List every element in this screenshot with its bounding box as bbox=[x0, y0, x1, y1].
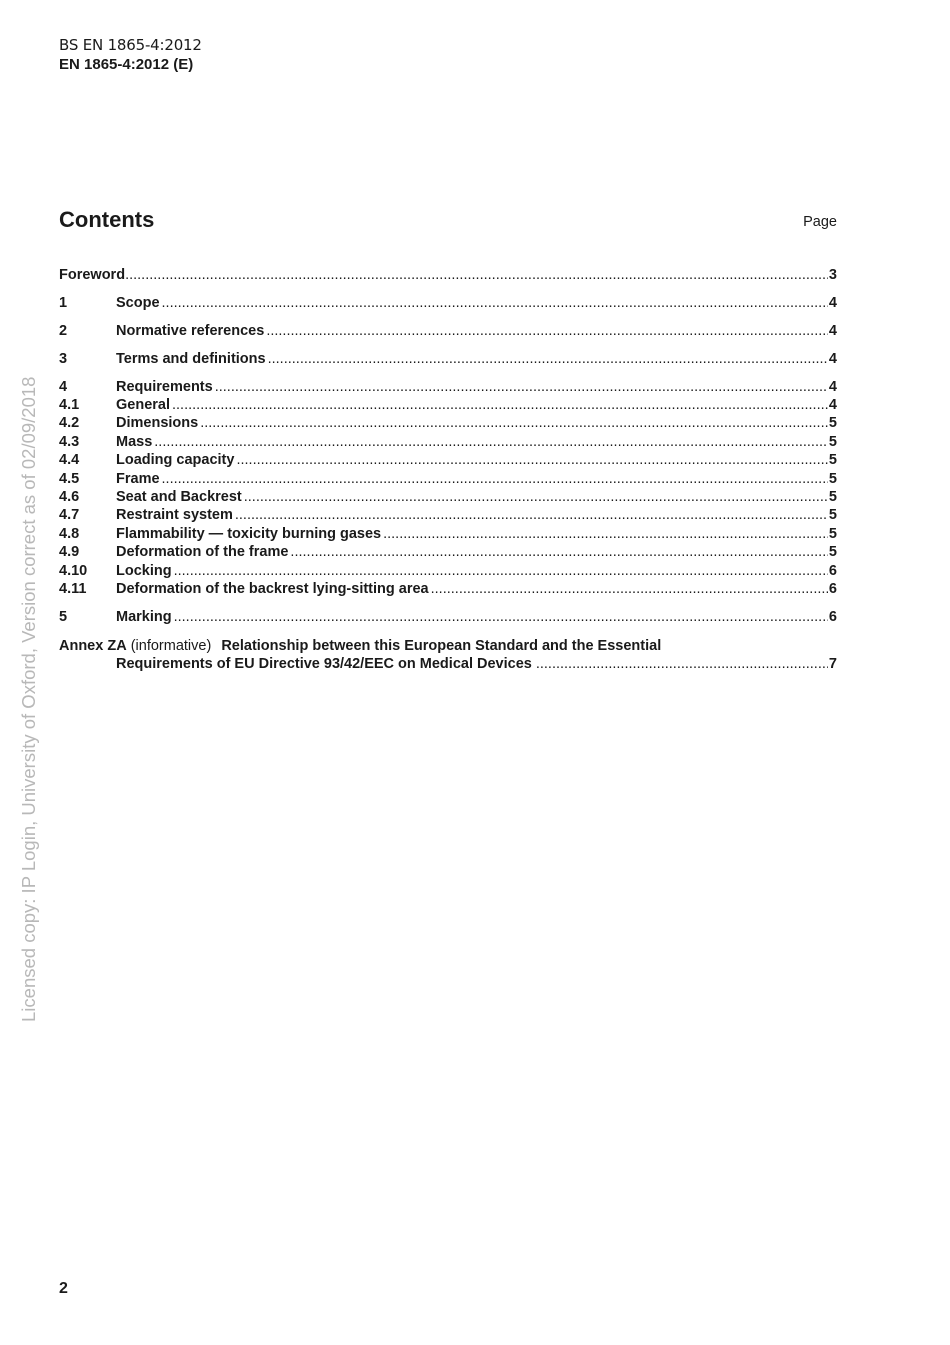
toc-entry-page: 6 bbox=[828, 581, 837, 597]
toc-leader-dots bbox=[162, 295, 828, 311]
toc-entry-number: 4.8 bbox=[59, 526, 80, 542]
toc-entry-2[interactable] bbox=[59, 323, 837, 341]
toc-entry-page: 5 bbox=[828, 489, 837, 505]
toc-entry-4-2[interactable] bbox=[59, 415, 837, 433]
toc-leader-dots bbox=[236, 452, 827, 468]
toc-entry-title: Foreword bbox=[59, 267, 126, 283]
toc-leader-dots bbox=[162, 471, 828, 487]
toc-leader-dots bbox=[235, 507, 828, 523]
toc-entry-number: 4.11 bbox=[59, 581, 87, 597]
contents-heading: Contents bbox=[59, 207, 155, 232]
toc-leader-dots bbox=[215, 379, 828, 395]
toc-entry-4-6[interactable] bbox=[59, 489, 837, 507]
annex-title-line2: Requirements of EU Directive 93/42/EEC on Medical Devices bbox=[116, 656, 532, 672]
toc-entry-page: 5 bbox=[828, 452, 837, 468]
toc-leader-dots bbox=[244, 489, 828, 505]
license-watermark: Licensed copy: IP Login, University of Oxford, Version correct as of 02/09/2018 bbox=[18, 376, 39, 1022]
toc-entry-4-11[interactable] bbox=[59, 581, 837, 599]
annex-page: 7 bbox=[828, 656, 837, 672]
toc-entry-title: Scope bbox=[116, 295, 160, 311]
toc-entry-number: 4.6 bbox=[59, 489, 80, 505]
toc-leader-dots bbox=[536, 655, 828, 673]
toc-leader-dots bbox=[172, 397, 828, 413]
toc-entry-page: 3 bbox=[828, 267, 837, 283]
toc-leader-dots bbox=[154, 434, 828, 450]
toc-entry-page: 5 bbox=[828, 434, 837, 450]
document-id-en: EN 1865-4:2012 (E) bbox=[59, 56, 194, 73]
toc-entry-number: 4.2 bbox=[59, 415, 80, 431]
toc-entry-page: 5 bbox=[828, 526, 837, 542]
toc-entry-title: Deformation of the backrest lying-sitting area bbox=[116, 581, 429, 597]
toc-leader-dots bbox=[174, 563, 828, 579]
toc-leader-dots bbox=[266, 323, 828, 339]
toc-entry-5[interactable] bbox=[59, 609, 837, 627]
toc-leader-dots bbox=[431, 581, 828, 597]
toc-leader-dots bbox=[290, 544, 828, 560]
toc-entry-page: 4 bbox=[828, 397, 837, 413]
toc-entry-page: 4 bbox=[828, 323, 837, 339]
toc-leader-dots bbox=[174, 609, 828, 625]
toc-entry-1[interactable] bbox=[59, 295, 837, 313]
toc-entry-page: 6 bbox=[828, 609, 837, 625]
toc-entry-4-7[interactable] bbox=[59, 507, 837, 525]
toc-entry-title: Terms and definitions bbox=[116, 351, 266, 367]
toc-entry-4-5[interactable] bbox=[59, 471, 837, 489]
toc-entry-4-10[interactable] bbox=[59, 563, 837, 581]
toc-entry-4-9[interactable] bbox=[59, 544, 837, 562]
toc-entry-title: Mass bbox=[116, 434, 153, 450]
toc-entry-title: Seat and Backrest bbox=[116, 489, 242, 505]
toc-entry-number: 4.3 bbox=[59, 434, 80, 450]
toc-entry-title: Frame bbox=[116, 471, 160, 487]
toc-entry-number: 3 bbox=[59, 351, 68, 367]
toc-entry-page: 6 bbox=[828, 563, 837, 579]
page-number: 2 bbox=[59, 1280, 68, 1297]
toc-entry-title: Deformation of the frame bbox=[116, 544, 289, 560]
toc-entry-title: Normative references bbox=[116, 323, 265, 339]
toc-entry-number: 1 bbox=[59, 295, 68, 311]
toc-entry-title: Dimensions bbox=[116, 415, 199, 431]
annex-title-line1: Relationship between this European Standard and the Essential bbox=[221, 638, 662, 654]
toc-entry-page: 5 bbox=[828, 507, 837, 523]
toc-entry-title: Flammability — toxicity burning gases bbox=[116, 526, 382, 542]
toc-entry-title: Restraint system bbox=[116, 507, 233, 523]
toc-entry-title: Marking bbox=[116, 609, 172, 625]
toc-entry-number: 4 bbox=[59, 379, 68, 395]
toc-entry-4[interactable] bbox=[59, 379, 837, 397]
toc-entry-title: Requirements bbox=[116, 379, 213, 395]
toc-entry-annex-za[interactable] bbox=[59, 637, 837, 673]
toc-entry-number: 5 bbox=[59, 609, 68, 625]
toc-entry-title: General bbox=[116, 397, 170, 413]
toc-entry-4-1[interactable] bbox=[59, 397, 837, 415]
toc-leader-dots bbox=[125, 267, 828, 283]
toc-entry-page: 4 bbox=[828, 379, 837, 395]
toc-entry-number: 4.7 bbox=[59, 507, 80, 523]
toc-entry-title: Locking bbox=[116, 563, 172, 579]
toc-entry-number: 4.1 bbox=[59, 397, 80, 413]
page-column-label: Page bbox=[803, 214, 837, 230]
toc-leader-dots bbox=[383, 526, 828, 542]
toc-entry-4-3[interactable] bbox=[59, 434, 837, 452]
toc-entry-page: 4 bbox=[828, 351, 837, 367]
toc-entry-page: 5 bbox=[828, 415, 837, 431]
toc-entry-page: 4 bbox=[828, 295, 837, 311]
toc-leader-dots bbox=[200, 415, 828, 431]
toc-leader-dots bbox=[268, 351, 828, 367]
document-id-bs: BS EN 1865-4:2012 bbox=[59, 36, 202, 54]
annex-informative: (informative) bbox=[130, 638, 212, 654]
toc-entry-number: 4.4 bbox=[59, 452, 80, 468]
toc-entry-4-4[interactable] bbox=[59, 452, 837, 470]
annex-label: Annex ZA bbox=[59, 638, 127, 654]
toc-entry-number: 4.9 bbox=[59, 544, 80, 560]
toc-entry-4-8[interactable] bbox=[59, 526, 837, 544]
toc-entry-page: 5 bbox=[828, 471, 837, 487]
toc-entry-number: 2 bbox=[59, 323, 68, 339]
toc-entry-number: 4.10 bbox=[59, 563, 88, 579]
toc-entry-number: 4.5 bbox=[59, 471, 80, 487]
toc-entry-foreword[interactable] bbox=[59, 267, 837, 285]
toc-entry-3[interactable] bbox=[59, 351, 837, 369]
toc-entry-page: 5 bbox=[828, 544, 837, 560]
toc-entry-title: Loading capacity bbox=[116, 452, 235, 468]
